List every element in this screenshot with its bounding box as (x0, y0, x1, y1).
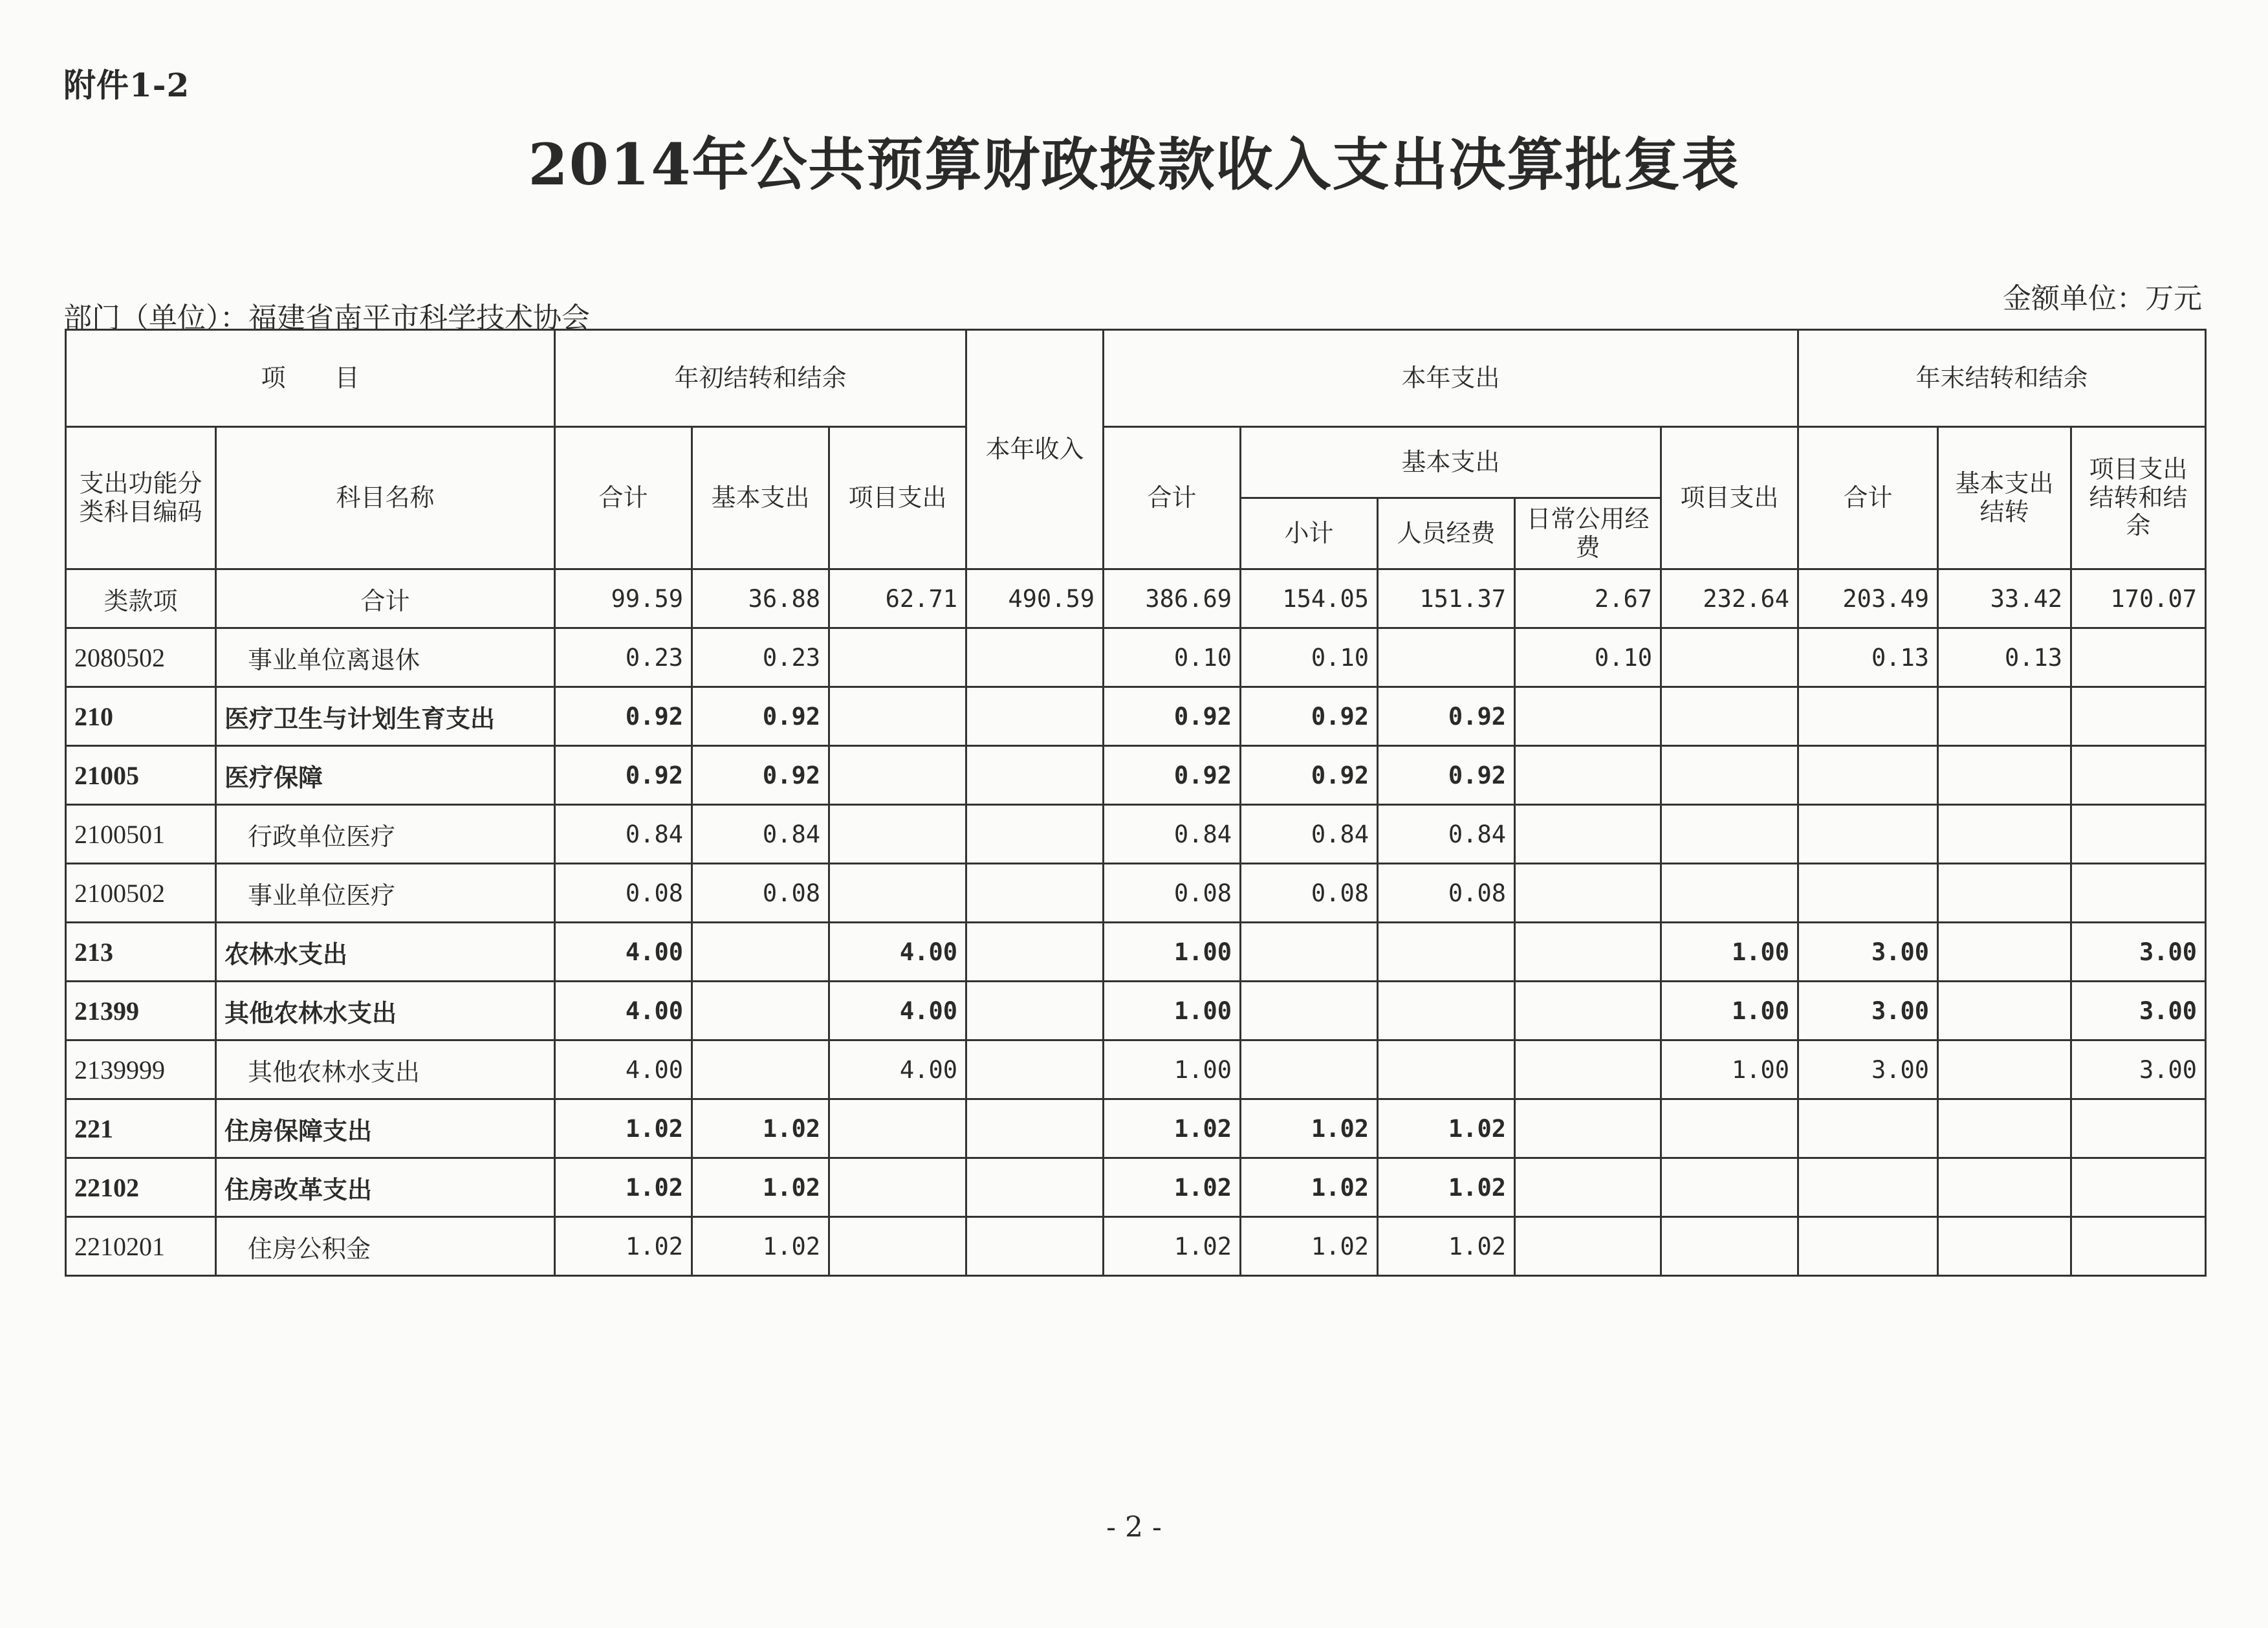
table-row (66, 687, 2206, 746)
cell-e-daily: 2.67 (1515, 569, 1661, 628)
cell-b-total: 0.92 (555, 746, 692, 805)
cell-n-basic (1938, 982, 2071, 1040)
cell-name: 住房保障支出 (216, 1099, 555, 1158)
cell-e-sub: 0.08 (1241, 864, 1378, 923)
cell-e-pers: 0.08 (1378, 864, 1515, 923)
cell-b-proj (829, 628, 966, 687)
cell-n-basic: 0.13 (1938, 628, 2071, 687)
cell-n-proj (2071, 1099, 2206, 1158)
cell-b-basic: 1.02 (692, 1099, 829, 1158)
cell-e-proj (1661, 805, 1798, 864)
cell-n-total: 3.00 (1798, 923, 1938, 982)
cell-n-proj: 3.00 (2071, 1040, 2206, 1099)
table-row (66, 628, 2206, 687)
cell-income: 490.59 (966, 569, 1104, 628)
cell-b-basic (692, 982, 829, 1040)
budget-table (65, 329, 2207, 1277)
cell-e-daily (1515, 1217, 1661, 1276)
cell-e-total: 0.92 (1104, 687, 1241, 746)
table-row (66, 923, 2206, 982)
cell-b-basic (692, 1040, 829, 1099)
cell-name: 农林水支出 (216, 923, 555, 982)
cell-e-proj: 1.00 (1661, 923, 1798, 982)
table-row (66, 569, 2206, 628)
cell-name: 合计 (216, 569, 555, 628)
cell-code: 22102 (66, 1158, 216, 1217)
cell-b-proj: 4.00 (829, 1040, 966, 1099)
table-row (66, 1099, 2206, 1158)
header-end-total: 合计 (1798, 427, 1938, 569)
header-exp-total: 合计 (1104, 427, 1241, 569)
cell-e-daily (1515, 746, 1661, 805)
cell-e-total: 1.00 (1104, 923, 1241, 982)
header-end-balance: 年末结转和结余 (1798, 330, 2206, 427)
header-exp-daily: 日常公用经费 (1515, 498, 1661, 569)
cell-n-basic (1938, 1217, 2071, 1276)
cell-income (966, 805, 1104, 864)
cell-e-proj (1661, 864, 1798, 923)
cell-code: 21399 (66, 982, 216, 1040)
cell-b-proj (829, 687, 966, 746)
cell-e-total: 1.02 (1104, 1158, 1241, 1217)
header-begin-project: 项目支出 (829, 427, 966, 569)
department-label: 部门（单位）：福建省南平市科学技术协会 (63, 302, 590, 335)
cell-name: 行政单位医疗 (216, 805, 555, 864)
cell-e-total: 0.08 (1104, 864, 1241, 923)
cell-code: 2210201 (66, 1217, 216, 1276)
cell-e-daily (1515, 982, 1661, 1040)
table-row (66, 1217, 2206, 1276)
cell-b-total: 0.23 (555, 628, 692, 687)
cell-n-total: 0.13 (1798, 628, 1938, 687)
cell-e-total: 1.00 (1104, 982, 1241, 1040)
cell-e-total: 1.02 (1104, 1099, 1241, 1158)
cell-b-basic: 0.92 (692, 687, 829, 746)
cell-e-sub (1241, 1040, 1378, 1099)
cell-e-sub: 0.84 (1241, 805, 1378, 864)
cell-income (966, 628, 1104, 687)
cell-e-daily (1515, 864, 1661, 923)
cell-code: 21005 (66, 746, 216, 805)
cell-e-daily: 0.10 (1515, 628, 1661, 687)
cell-income (966, 923, 1104, 982)
cell-income (966, 1099, 1104, 1158)
cell-code: 2080502 (66, 628, 216, 687)
cell-b-proj (829, 1217, 966, 1276)
cell-n-total (1798, 1158, 1938, 1217)
cell-e-pers (1378, 923, 1515, 982)
cell-n-basic (1938, 864, 2071, 923)
header-exp-subtotal: 小计 (1241, 498, 1378, 569)
cell-b-basic: 0.08 (692, 864, 829, 923)
cell-b-total: 4.00 (555, 1040, 692, 1099)
cell-e-total: 1.02 (1104, 1217, 1241, 1276)
cell-income (966, 864, 1104, 923)
cell-e-daily (1515, 1158, 1661, 1217)
cell-code: 210 (66, 687, 216, 746)
header-begin-basic: 基本支出 (692, 427, 829, 569)
cell-e-proj: 232.64 (1661, 569, 1798, 628)
cell-e-total: 386.69 (1104, 569, 1241, 628)
cell-e-pers: 0.92 (1378, 746, 1515, 805)
cell-b-basic (692, 923, 829, 982)
cell-b-total: 0.84 (555, 805, 692, 864)
cell-income (966, 1217, 1104, 1276)
cell-b-basic: 0.23 (692, 628, 829, 687)
cell-n-proj: 3.00 (2071, 923, 2206, 982)
cell-e-sub (1241, 923, 1378, 982)
header-exp-basic: 基本支出 (1241, 427, 1661, 498)
cell-n-proj (2071, 628, 2206, 687)
cell-n-proj (2071, 687, 2206, 746)
cell-n-total (1798, 687, 1938, 746)
cell-b-total: 4.00 (555, 923, 692, 982)
cell-n-basic (1938, 805, 2071, 864)
cell-b-proj: 4.00 (829, 982, 966, 1040)
header-begin-total: 合计 (555, 427, 692, 569)
cell-n-basic (1938, 1099, 2071, 1158)
cell-n-proj (2071, 805, 2206, 864)
cell-income (966, 746, 1104, 805)
cell-b-basic: 36.88 (692, 569, 829, 628)
document-title: 2014年公共预算财政拨款收入支出决算批复表 (528, 131, 1740, 198)
cell-e-proj (1661, 746, 1798, 805)
header-end-basic: 基本支出结转 (1938, 427, 2071, 569)
header-code: 支出功能分类科目编码 (66, 427, 216, 569)
cell-code: 2139999 (66, 1040, 216, 1099)
cell-e-proj (1661, 628, 1798, 687)
cell-e-pers: 1.02 (1378, 1099, 1515, 1158)
cell-income (966, 687, 1104, 746)
cell-n-basic (1938, 746, 2071, 805)
cell-n-proj (2071, 1158, 2206, 1217)
cell-n-basic: 33.42 (1938, 569, 2071, 628)
cell-b-proj (829, 746, 966, 805)
cell-n-total: 3.00 (1798, 982, 1938, 1040)
cell-e-total: 1.00 (1104, 1040, 1241, 1099)
cell-e-pers: 1.02 (1378, 1158, 1515, 1217)
cell-b-total: 1.02 (555, 1217, 692, 1276)
cell-n-proj: 170.07 (2071, 569, 2206, 628)
cell-b-total: 4.00 (555, 982, 692, 1040)
cell-e-sub: 0.92 (1241, 746, 1378, 805)
table-row (66, 805, 2206, 864)
cell-e-pers: 151.37 (1378, 569, 1515, 628)
cell-b-total: 0.08 (555, 864, 692, 923)
header-income: 本年收入 (966, 330, 1104, 569)
cell-n-basic (1938, 687, 2071, 746)
cell-code: 类款项 (66, 569, 216, 628)
cell-e-total: 0.92 (1104, 746, 1241, 805)
cell-b-total: 0.92 (555, 687, 692, 746)
cell-n-total (1798, 1217, 1938, 1276)
cell-n-total (1798, 746, 1938, 805)
cell-name: 其他农林水支出 (216, 1040, 555, 1099)
cell-e-proj (1661, 687, 1798, 746)
cell-e-sub: 0.10 (1241, 628, 1378, 687)
cell-name: 其他农林水支出 (216, 982, 555, 1040)
table-row (66, 746, 2206, 805)
cell-code: 2100502 (66, 864, 216, 923)
budget-table-body (66, 569, 2206, 1276)
cell-name: 住房改革支出 (216, 1158, 555, 1217)
cell-code: 221 (66, 1099, 216, 1158)
cell-income (966, 982, 1104, 1040)
amount-unit-label: 金额单位：万元 (2003, 282, 2202, 315)
table-row (66, 864, 2206, 923)
cell-n-total: 203.49 (1798, 569, 1938, 628)
cell-name: 医疗卫生与计划生育支出 (216, 687, 555, 746)
cell-e-total: 0.10 (1104, 628, 1241, 687)
cell-e-sub: 0.92 (1241, 687, 1378, 746)
cell-e-pers (1378, 628, 1515, 687)
cell-e-proj: 1.00 (1661, 1040, 1798, 1099)
cell-n-basic (1938, 1158, 2071, 1217)
cell-n-total: 3.00 (1798, 1040, 1938, 1099)
cell-code: 2100501 (66, 805, 216, 864)
cell-b-proj: 62.71 (829, 569, 966, 628)
table-row (66, 982, 2206, 1040)
cell-b-total: 1.02 (555, 1158, 692, 1217)
cell-b-proj (829, 864, 966, 923)
cell-n-proj (2071, 746, 2206, 805)
cell-e-pers: 1.02 (1378, 1217, 1515, 1276)
cell-n-basic (1938, 1040, 2071, 1099)
cell-e-sub: 1.02 (1241, 1099, 1378, 1158)
cell-n-proj (2071, 1217, 2206, 1276)
cell-code: 213 (66, 923, 216, 982)
cell-n-proj: 3.00 (2071, 982, 2206, 1040)
cell-b-proj (829, 1099, 966, 1158)
cell-b-basic: 1.02 (692, 1217, 829, 1276)
cell-n-total (1798, 864, 1938, 923)
cell-e-daily (1515, 923, 1661, 982)
cell-e-proj: 1.00 (1661, 982, 1798, 1040)
cell-e-pers: 0.92 (1378, 687, 1515, 746)
cell-e-daily (1515, 1040, 1661, 1099)
cell-b-proj (829, 1158, 966, 1217)
cell-b-total: 99.59 (555, 569, 692, 628)
table-row (66, 1040, 2206, 1099)
cell-e-total: 0.84 (1104, 805, 1241, 864)
cell-b-proj (829, 805, 966, 864)
cell-name: 事业单位医疗 (216, 864, 555, 923)
cell-e-pers: 0.84 (1378, 805, 1515, 864)
header-begin-balance: 年初结转和结余 (555, 330, 966, 427)
cell-b-basic: 0.84 (692, 805, 829, 864)
cell-income (966, 1040, 1104, 1099)
cell-b-basic: 0.92 (692, 746, 829, 805)
header-expense: 本年支出 (1104, 330, 1798, 427)
cell-n-total (1798, 805, 1938, 864)
cell-b-proj: 4.00 (829, 923, 966, 982)
cell-e-daily (1515, 687, 1661, 746)
cell-e-sub: 1.02 (1241, 1217, 1378, 1276)
cell-e-pers (1378, 1040, 1515, 1099)
header-exp-project: 项目支出 (1661, 427, 1798, 569)
cell-b-total: 1.02 (555, 1099, 692, 1158)
cell-e-daily (1515, 1099, 1661, 1158)
cell-name: 住房公积金 (216, 1217, 555, 1276)
cell-e-sub: 1.02 (1241, 1158, 1378, 1217)
cell-n-proj (2071, 864, 2206, 923)
cell-e-sub (1241, 982, 1378, 1040)
cell-e-daily (1515, 805, 1661, 864)
cell-n-basic (1938, 923, 2071, 982)
cell-e-proj (1661, 1217, 1798, 1276)
table-row (66, 1158, 2206, 1217)
cell-b-basic: 1.02 (692, 1158, 829, 1217)
header-item: 项 目 (66, 330, 555, 427)
cell-e-pers (1378, 982, 1515, 1040)
header-exp-personnel: 人员经费 (1378, 498, 1515, 569)
cell-e-proj (1661, 1158, 1798, 1217)
attachment-label: 附件1-2 (63, 66, 190, 104)
cell-n-total (1798, 1099, 1938, 1158)
cell-income (966, 1158, 1104, 1217)
cell-name: 医疗保障 (216, 746, 555, 805)
cell-name: 事业单位离退休 (216, 628, 555, 687)
header-name: 科目名称 (216, 427, 555, 569)
cell-e-proj (1661, 1099, 1798, 1158)
header-end-project: 项目支出结转和结余 (2071, 427, 2206, 569)
page-number: - 2 - (1106, 1511, 1162, 1544)
cell-e-sub: 154.05 (1241, 569, 1378, 628)
